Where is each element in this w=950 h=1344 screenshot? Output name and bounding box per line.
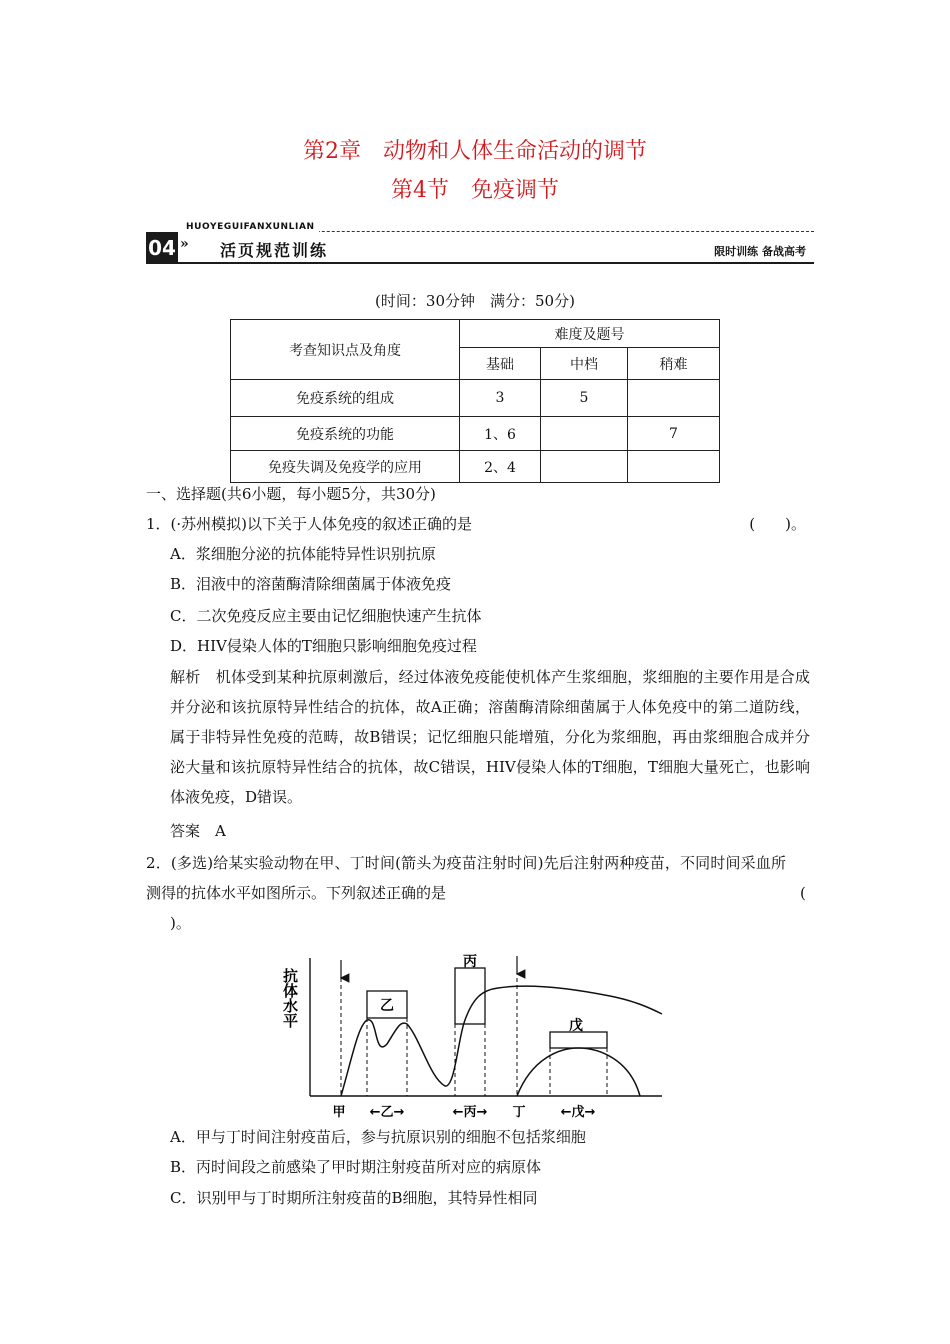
q2-option-b: B．丙时间段之前感染了甲时期注射疫苗所对应的病原体 [170,1158,542,1176]
banner-badge: 04 [146,232,178,264]
knowledge-table [230,319,720,483]
q1-option-d: D．HIV侵染人体的T细胞只影响细胞免疫过程 [170,637,477,655]
x-label-ding: 丁 [512,1105,526,1120]
q1-stem [146,509,810,539]
q2-stem-text: 2．(多选)给某实验动物在甲、丁时间(箭头为疫苗注射时间)先后注射两种疫苗，不同时间采血所测得的抗体水平如图所示。下列叙述正确的是 [146,854,786,902]
level-basic: 基础 [460,348,541,380]
x-label-jia: 甲 [332,1105,346,1120]
level-hard: 稍难 [628,348,720,380]
banner-right-text: 限时训练 备战高考 [714,245,806,258]
q2-bracket-close: )。 [170,914,191,932]
section-title: 第4节 免疫调节 [391,178,559,203]
q1-answer: 答案 A [170,822,226,840]
row-medium: 5 [541,380,628,417]
banner-label: 活页规范训练 [220,241,329,260]
row-basic: 3 [460,380,541,417]
q1-option-c: C．二次免疫反应主要由记忆细胞快速产生抗体 [170,607,482,625]
banner-underline [146,262,814,264]
q1-bracket: ( )。 [749,515,806,533]
row-hard [628,380,720,417]
q2-option-a: A．甲与丁时间注射疫苗后，参与抗原识别的细胞不包括浆细胞 [170,1128,586,1146]
q2-stem [146,848,786,908]
box-label-bing: 丙 [463,954,477,970]
practice-banner [146,222,814,268]
q1-stem-text: 1．(·苏州模拟)以下关于人体免疫的叙述正确的是 [146,515,473,533]
row-basic: 1、6 [460,417,541,451]
box-wu [550,1032,607,1048]
y-axis-label-text: 抗体水平 [281,968,299,1028]
row-topic: 免疫系统的功能 [231,417,460,451]
q2-option-c: C．识别甲与丁时期所注射疫苗的B细胞，其特异性相同 [170,1189,538,1207]
q1-option-a: A．浆细胞分泌的抗体能特异性识别抗原 [170,545,436,563]
row-topic: 免疫系统的组成 [231,380,460,417]
row-medium [541,417,628,451]
double-chevron-icon: » [180,236,189,252]
chapter-title: 第2章 动物和人体生命活动的调节 [303,139,647,164]
box-bing [455,968,485,1024]
q1-option-b: B．泪液中的溶菌酶清除细菌属于体液免疫 [170,575,452,593]
topic-header: 考查知识点及角度 [231,320,460,380]
box-label-yi: 乙 [380,998,394,1014]
q1-analysis: 解析 机体受到某种抗原刺激后，经过体液免疫能使机体产生浆细胞，浆细胞的主要作用是合成并分泌和该抗原特异性结合的抗体，故A正确；溶菌酶清除细菌属于人体免疫中的第二道防线，属于非特异性免疫的范畴，故B错误；记忆细胞只能增殖，分化为浆细胞，再由浆细胞合成并分泌大量和该抗原特异性结合的抗体，故C错误，HIV侵染人体的T细胞，T细胞大量死亡，也影响体液免疫，D错误。 [170,668,810,806]
antibody-chart-svg [270,948,690,1128]
row-hard: 7 [628,417,720,451]
banner-pinyin: HUOYEGUIFANXUNLIAN [186,222,319,232]
x-label-yi: ←乙→ [369,1105,405,1120]
row-hard [628,451,720,483]
x-label-bing: ←丙→ [452,1105,488,1120]
q2-bracket-open: ( [800,884,806,902]
time-info: (时间：30分钟 满分：50分) [375,292,575,310]
level-medium: 中档 [541,348,628,380]
row-medium [541,451,628,483]
row-basic: 2、4 [460,451,541,483]
table-row [231,417,720,451]
table-row [231,451,720,483]
antibody-curve-second [517,1048,640,1096]
x-label-wu: ←戊→ [560,1105,596,1120]
difficulty-header: 难度及题号 [460,320,720,348]
row-topic: 免疫失调及免疫学的应用 [231,451,460,483]
antibody-figure [270,948,690,1128]
section-heading: 一、选择题(共6小题，每小题5分，共30分) [146,485,436,503]
box-label-wu: 戊 [569,1018,583,1034]
table-row [231,380,720,417]
